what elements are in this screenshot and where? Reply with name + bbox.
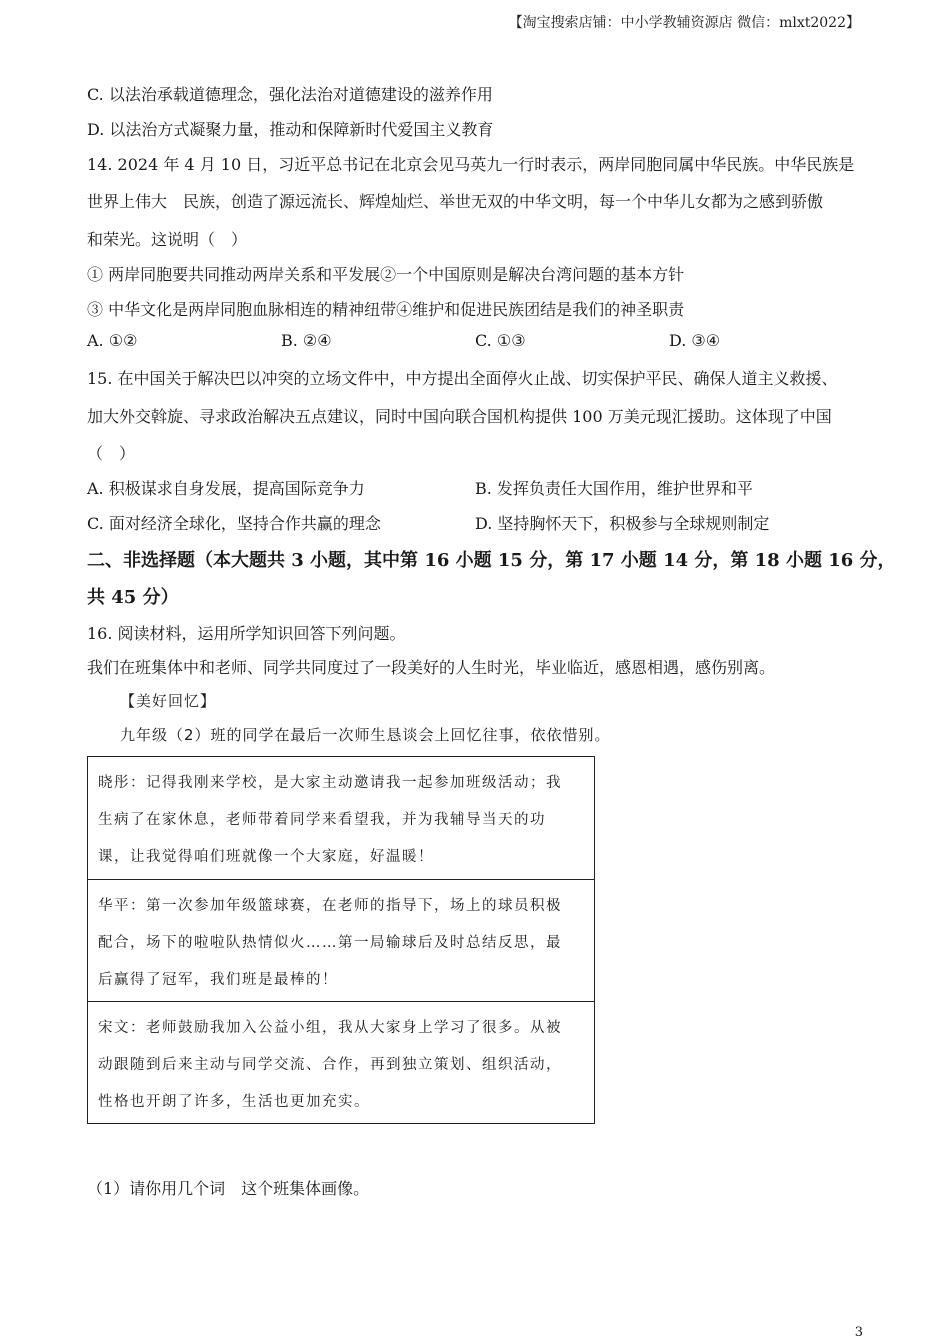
q14-stem-line2: 世界上伟大 民族，创造了源远流长、辉煌灿烂、举世无双的中华文明，每一个中华儿女都为之感到骄傲: [87, 192, 824, 211]
q16-intro: 16. 阅读材料，运用所学知识回答下列问题。: [87, 624, 406, 643]
section2-heading-line1: 二、非选择题（本大题共 3 小题，其中第 16 小题 15 分，第 17 小题 14 分，第 18 小题 16 分，: [87, 550, 896, 571]
q16-context: 九年级（2）班的同学在最后一次师生恳谈会上回忆往事，依依惜别。: [120, 726, 611, 744]
recollection-line: 华平：第一次参加年级篮球赛，在老师的指导下，场上的球员积极: [98, 898, 562, 914]
q15-option-a: A. 积极谋求自身发展，提高国际竞争力: [87, 479, 365, 498]
q15-stem-line1: 15. 在中国关于解决巴以冲突的立场文件中，中方提出全面停火止战、切实保护平民、确保人道主义救援、: [87, 369, 838, 388]
q14-stem-line1: 14. 2024 年 4 月 10 日，习近平总书记在北京会见马英九一行时表示，两岸同胞同属中华民族。中华民族是: [87, 155, 855, 174]
recollection-line: 课，让我觉得咱们班就像一个大家庭，好温暖！: [98, 849, 434, 865]
q15-option-b: B. 发挥负责任大国作用，维护世界和平: [475, 479, 753, 498]
q14-option-c: C. ①③: [475, 331, 526, 350]
recollection-xiaotong: [88, 757, 594, 879]
q16-material: 我们在班集体中和老师、同学共同度过了一段美好的人生时光，毕业临近，感恩相遇，感伤别离。: [87, 658, 776, 677]
q15-option-d: D. 坚持胸怀天下，积极参与全球规则制定: [475, 514, 770, 533]
page-header: 【淘宝搜索店铺：中小学教辅资源店 微信：mlxt2022】: [508, 15, 860, 31]
recollection-line: 性格也开朗了许多，生活也更加充实。: [98, 1094, 370, 1110]
recollection-huaping: [88, 879, 594, 1001]
page-number: 3: [854, 1325, 863, 1340]
q13-option-c: C. 以法治承载道德理念，强化法治对道德建设的滋养作用: [87, 85, 493, 104]
section2-heading-line2: 共 45 分）: [87, 587, 179, 608]
recollection-line: 生病了在家休息，老师带着同学来看望我，并为我辅导当天的功: [98, 812, 546, 828]
q15-stem-line2: 加大外交斡旋、寻求政治解决五点建议，同时中国向联合国机构提供 100 万美元现汇援助。这体现了中国: [87, 407, 832, 426]
recollection-table: [87, 756, 595, 1124]
q13-option-d: D. 以法治方式凝聚力量，推动和保障新时代爱国主义教育: [87, 120, 494, 139]
recollection-line: 宋文：老师鼓励我加入公益小组，我从大家身上学习了很多。从被: [98, 1020, 562, 1036]
q16-section-heading: 【美好回忆】: [120, 692, 217, 710]
recollection-line: 晓彤：记得我刚来学校，是大家主动邀请我一起参加班级活动；我: [98, 775, 562, 791]
recollection-line: 动跟随到后来主动与同学交流、合作，再到独立策划、组织活动，: [98, 1057, 562, 1073]
q14-option-a: A. ①②: [87, 331, 138, 350]
q14-option-d: D. ③④: [669, 331, 721, 350]
recollection-line: 配合，场下的啦啦队热情似火……第一局输球后及时总结反思，最: [98, 935, 562, 951]
recollection-line: 后赢得了冠军，我们班是最棒的！: [98, 972, 338, 988]
q14-items-line1: ① 两岸同胞要共同推动两岸关系和平发展②一个中国原则是解决台湾问题的基本方针: [87, 265, 685, 284]
q14-stem-line3: 和荣光。这说明（ ）: [87, 230, 248, 249]
q14-items-line2: ③ 中华文化是两岸同胞血脉相连的精神纽带④维护和促进民族团结是我们的神圣职责: [87, 300, 685, 319]
recollection-songwen: [88, 1001, 594, 1123]
q15-stem-line3: （ ）: [87, 444, 136, 463]
q15-option-c: C. 面对经济全球化，坚持合作共赢的理念: [87, 514, 381, 533]
q16-subquestion-1: （1）请你用几个词 这个班集体画像。: [87, 1179, 370, 1198]
q14-option-b: B. ②④: [281, 331, 332, 350]
